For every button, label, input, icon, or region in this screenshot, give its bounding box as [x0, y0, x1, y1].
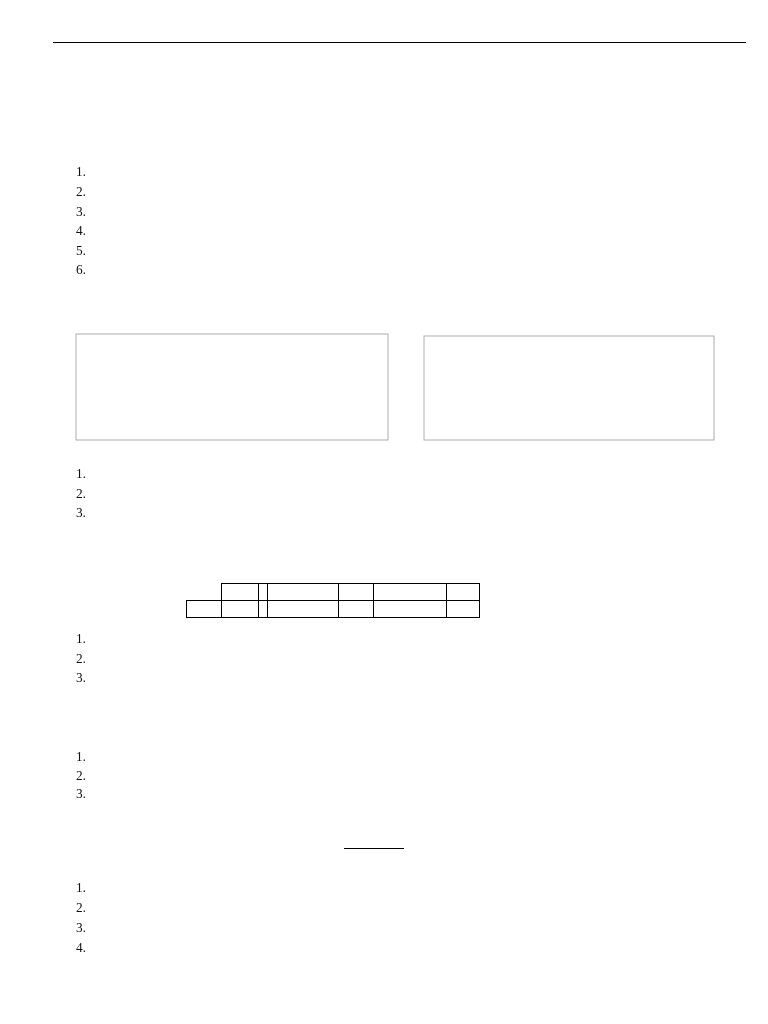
- table-cell: [221, 601, 258, 618]
- table-cell: [446, 601, 479, 618]
- table-cell: [338, 601, 373, 618]
- ex4-item-6: 3.: [76, 920, 86, 935]
- ex2-item-3: 3.: [76, 505, 86, 520]
- table-cell: [338, 584, 373, 601]
- ex3-item-2: 2.: [76, 651, 86, 666]
- ex4-item-4: 1.: [76, 880, 86, 895]
- table-cell: [446, 584, 479, 601]
- table-cell: [258, 601, 267, 618]
- table-row: [187, 601, 480, 618]
- ex4-item-7: 4.: [76, 940, 86, 955]
- ex4-item-1: 1.: [76, 749, 86, 764]
- table-cell: [267, 601, 338, 618]
- table-cell: [258, 584, 267, 601]
- amplitude-spectrum-chart: [52, 330, 392, 460]
- ex1-item-3: 3.: [76, 204, 86, 219]
- table-cell: [373, 601, 446, 618]
- ex1-item-2: 2.: [76, 184, 86, 199]
- ex1-item-1: 1.: [76, 164, 86, 179]
- ex1-item-5: 5.: [76, 243, 86, 258]
- ex1-item-6: 6.: [76, 262, 86, 277]
- table-cell: [267, 584, 338, 601]
- table-cell: [187, 601, 222, 618]
- ex4-item-5: 2.: [76, 900, 86, 915]
- ex4-item-2: 2.: [76, 768, 86, 783]
- ex4-item-3: 3.: [76, 786, 86, 801]
- ex2-item-2: 2.: [76, 486, 86, 501]
- page-header: [53, 24, 746, 43]
- table-cell: [221, 584, 258, 601]
- ex1-item-4: 4.: [76, 223, 86, 238]
- table-row: [187, 584, 480, 601]
- phase-spectrum-chart: [400, 332, 720, 460]
- spectrum-table: [186, 583, 480, 618]
- table-cell: [373, 584, 446, 601]
- fraction-bar: [344, 848, 404, 849]
- ex3-item-1: 1.: [76, 631, 86, 646]
- ex2-item-1: 1.: [76, 466, 86, 481]
- ex3-item-3: 3.: [76, 670, 86, 685]
- table-cell: [187, 584, 222, 601]
